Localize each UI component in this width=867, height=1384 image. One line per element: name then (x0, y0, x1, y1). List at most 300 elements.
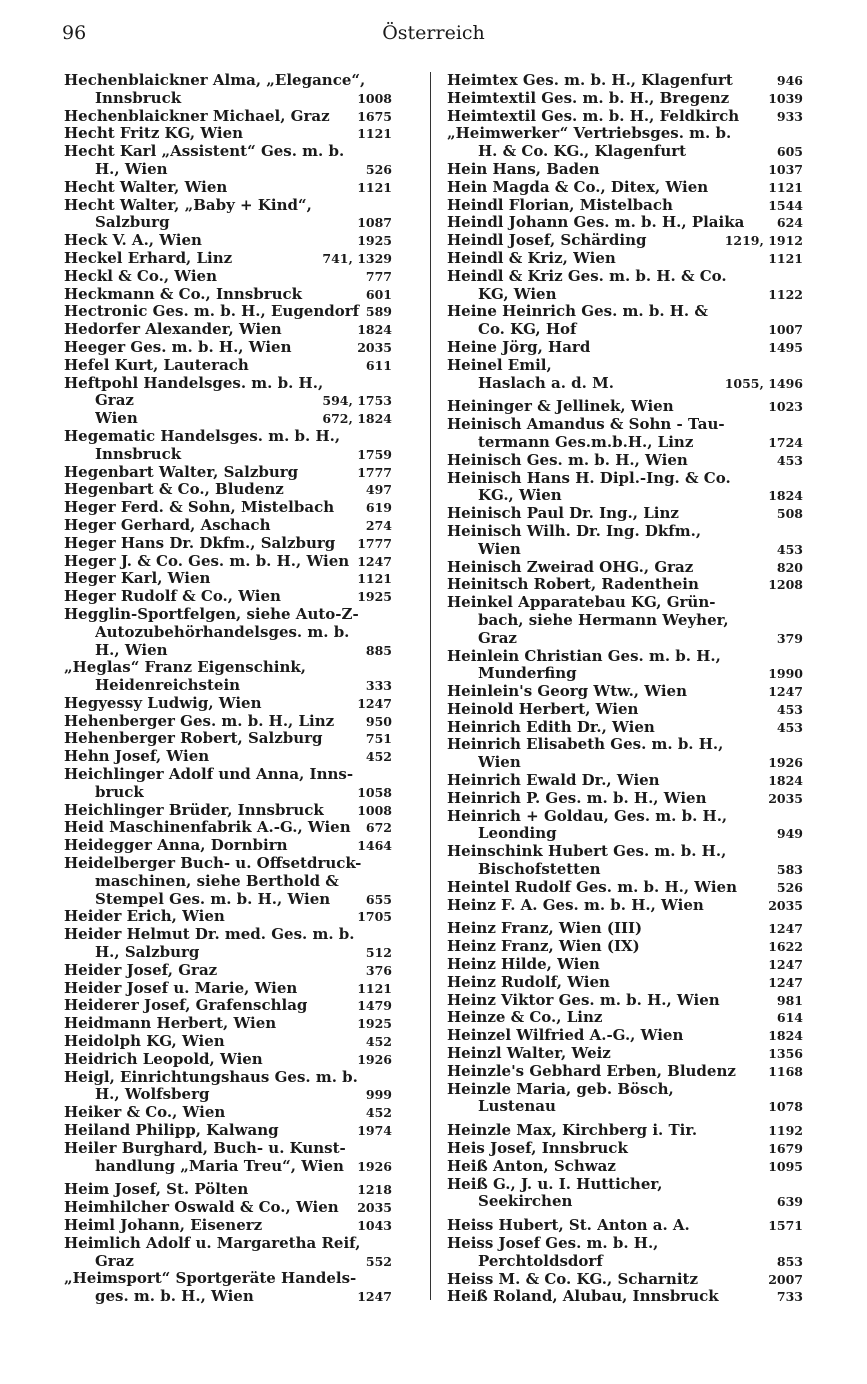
entry-text: Heinrich Elisabeth Ges. m. b. H., (447, 736, 724, 754)
directory-entry-line (447, 1027, 803, 1045)
entry-page-ref: 1495 (768, 339, 803, 355)
entry-page-ref: 376 (365, 962, 392, 978)
entry-text: Heinzle Max, Kirchberg i. Tir. (447, 1122, 698, 1140)
entry-text: Heinzel Wilfried A.-G., Wien (447, 1027, 684, 1045)
entry-page-ref: 733 (776, 1289, 803, 1305)
entry-text: H., Wolfsberg (95, 1086, 210, 1104)
directory-entry-line (64, 695, 392, 713)
entry-text: Munderfing (478, 665, 577, 683)
entry-page-ref: 1925 (357, 589, 392, 605)
entry-page-ref: 1679 (768, 1141, 803, 1157)
directory-entry-line (64, 908, 392, 926)
entry-text: KG., Wien (478, 487, 562, 505)
entry-text: Innsbruck (95, 445, 182, 463)
directory-entry-line (447, 72, 803, 90)
entry-text: Heine Heinrich Ges. m. b. H. & (447, 303, 708, 321)
entry-text: Heinz Franz, Wien (III) (447, 920, 643, 938)
entry-text: Heider Josef u. Marie, Wien (64, 979, 298, 997)
directory-entry-line (64, 428, 392, 446)
entry-text: Bischofstetten (478, 861, 601, 879)
entry-text: Heinzle's Gebhard Erben, Bludenz (447, 1062, 736, 1080)
directory-entry-line (64, 250, 392, 268)
entry-text: Heinrich + Goldau, Ges. m. b. H., (447, 807, 728, 825)
directory-entry-line (64, 481, 392, 499)
entry-text: Heinlein Christian Ges. m. b. H., (447, 647, 721, 665)
entry-text: Heintel Rudolf Ges. m. b. H., Wien (447, 878, 738, 896)
directory-entry-line (64, 268, 392, 286)
directory-entry-line (64, 784, 392, 802)
directory-entry-line (64, 535, 392, 553)
entry-page-ref: 1218 (357, 1182, 392, 1198)
entry-page-ref: 2035 (768, 897, 803, 913)
entry-page-ref: 1247 (768, 974, 803, 990)
entry-page-ref: 639 (776, 1194, 803, 1210)
entry-page-ref: 1705 (357, 909, 392, 925)
directory-entry-line (447, 1193, 803, 1211)
entry-text: Heiß Roland, Alubau, Innsbruck (447, 1288, 719, 1306)
entry-text: Heinisch Amandus & Sohn - Tau- (447, 416, 725, 434)
directory-entry-line (447, 1271, 803, 1289)
entry-text: Hecht Karl „Assistent“ Ges. m. b. (64, 143, 345, 161)
entry-page-ref: 1095 (768, 1158, 803, 1174)
entry-page-ref: 624 (776, 215, 803, 231)
entry-page-ref: 611 (365, 357, 392, 373)
directory-entry-line (447, 974, 803, 992)
entry-text: Heidegger Anna, Dornbirn (64, 837, 288, 855)
entry-text: Heidelberger Buch- u. Offsetdruck- (64, 855, 362, 873)
entry-page-ref: 1622 (768, 939, 803, 955)
entry-text: Heiss Josef Ges. m. b. H., (447, 1235, 659, 1252)
directory-entry-line (64, 677, 392, 695)
entry-text: Heimtextil Ges. m. b. H., Bregenz (447, 89, 730, 107)
entry-text: Hechenblaickner Alma, „Elegance“, (64, 72, 366, 89)
entry-text: Heindl Josef, Schärding (447, 232, 647, 250)
directory-entry-line (64, 410, 392, 428)
right-column (447, 72, 803, 1306)
directory-entry-line (64, 90, 392, 108)
entry-page-ref: 1356 (768, 1046, 803, 1062)
entry-page-ref: 999 (365, 1087, 392, 1103)
entry-page-ref: 274 (365, 517, 392, 533)
directory-entry-line (64, 980, 392, 998)
directory-entry-line (447, 879, 803, 897)
entry-page-ref: 1121 (357, 980, 392, 996)
entry-text: Heinisch Hans H. Dipl.-Ing. & Co. (447, 469, 731, 487)
entry-text: Heindl & Kriz, Wien (447, 249, 616, 267)
directory-entry-line (447, 897, 803, 915)
directory-entry-line (64, 606, 392, 624)
entry-text: Heger Karl, Wien (64, 570, 211, 588)
entry-text: Heiler Burghard, Buch- u. Kunst- (64, 1139, 346, 1157)
entry-text: Hecht Walter, „Baby + Kind“, (64, 196, 312, 214)
directory-entry-line (447, 179, 803, 197)
entry-text: Heiderer Josef, Grafenschlag (64, 997, 308, 1015)
directory-entry-line (447, 268, 803, 286)
entry-text: Heindl & Kriz Ges. m. b. H. & Co. (447, 267, 727, 285)
entry-page-ref: 1008 (357, 90, 392, 106)
entry-page-ref: 1824 (768, 488, 803, 504)
directory-entry-line (447, 1217, 803, 1235)
entry-page-ref: 1023 (768, 399, 803, 415)
directory-entry-line (64, 499, 392, 517)
entry-page-ref: 452 (365, 749, 392, 765)
directory-entry-line (64, 286, 392, 304)
entry-text: Heindl Johann Ges. m. b. H., Plaika (447, 214, 745, 232)
directory-entry-line (447, 1081, 803, 1099)
directory-entry-line (447, 416, 803, 434)
directory-entry-line (447, 1176, 803, 1194)
entry-text: Heiml Johann, Eisenerz (64, 1217, 263, 1234)
directory-entry-line (447, 250, 803, 268)
directory-entry-line (447, 303, 803, 321)
entry-text: Graz (95, 392, 134, 410)
entry-text: Hegyessy Ludwig, Wien (64, 694, 262, 712)
directory-entry-line (64, 1104, 392, 1122)
entry-page-ref: 751 (365, 731, 392, 747)
entry-page-ref: 1247 (357, 1289, 392, 1305)
directory-entry-line (447, 956, 803, 974)
entry-text: Hecht Walter, Wien (64, 178, 228, 196)
entry-text: Hefel Kurt, Lauterach (64, 356, 249, 374)
directory-entry-line (64, 1015, 392, 1033)
entry-text: Heinold Herbert, Wien (447, 700, 639, 718)
entry-text: Heger Gerhard, Aschach (64, 516, 271, 534)
entry-page-ref: 452 (365, 1105, 392, 1121)
entry-page-ref: 1759 (357, 446, 392, 462)
entry-text: „Heimwerker“ Vertriebsges. m. b. (447, 125, 732, 143)
entry-page-ref: 1121 (357, 179, 392, 195)
directory-entry-line (447, 357, 803, 375)
directory-entry-line (64, 962, 392, 980)
directory-entry-line (64, 766, 392, 784)
directory-entry-line (447, 375, 803, 393)
directory-entry-line (447, 1098, 803, 1116)
directory-entry-line (447, 938, 803, 956)
directory-entry-line (447, 505, 803, 523)
entry-page-ref: 1007 (768, 322, 803, 338)
entry-text: Heger Ferd. & Sohn, Mistelbach (64, 499, 335, 517)
directory-entry-line (447, 286, 803, 304)
directory-entry-line (64, 1235, 392, 1253)
directory-entry-line (64, 1069, 392, 1087)
directory-entry-line (64, 339, 392, 357)
directory-entry-line (64, 873, 392, 891)
entry-page-ref: 1675 (357, 108, 392, 124)
entry-page-ref: 379 (776, 630, 803, 646)
entry-text: Heinisch Wilh. Dr. Ing. Dkfm., (447, 522, 702, 540)
entry-page-ref: 453 (776, 719, 803, 735)
entry-page-ref: 946 (776, 73, 803, 88)
directory-entry-line (64, 161, 392, 179)
directory-entry-line (64, 446, 392, 464)
directory-entry-line (447, 232, 803, 250)
entry-page-ref: 1724 (768, 434, 803, 450)
entry-page-ref: 672, 1824 (322, 411, 392, 427)
directory-entry-line (64, 891, 392, 909)
directory-entry-line (447, 161, 803, 179)
entry-text: Heinz F. A. Ges. m. b. H., Wien (447, 896, 704, 914)
directory-entry-line (64, 1199, 392, 1217)
column-divider (430, 72, 431, 1300)
entry-page-ref: 1208 (768, 577, 803, 593)
directory-entry-line (64, 588, 392, 606)
entry-text: Hehn Josef, Wien (64, 748, 210, 766)
entry-text: Hedorfer Alexander, Wien (64, 321, 282, 339)
entry-text: handlung „Maria Treu“, Wien (95, 1157, 344, 1175)
directory-entry-line (447, 108, 803, 126)
entry-text: Seekirchen (478, 1193, 573, 1211)
entry-page-ref: 526 (365, 161, 392, 177)
entry-text: Heis Josef, Innsbruck (447, 1140, 628, 1158)
entry-text: Hegglin-Sportfelgen, siehe Auto-Z- (64, 605, 359, 623)
entry-text: Heckmann & Co., Innsbruck (64, 285, 303, 303)
directory-entry-line (447, 790, 803, 808)
entry-page-ref: 1925 (357, 233, 392, 249)
directory-entry-line (64, 1140, 392, 1158)
directory-entry-line (447, 559, 803, 577)
directory-entry-line (447, 665, 803, 683)
entry-text: Heim Josef, St. Pölten (64, 1181, 249, 1199)
entry-text: Heger J. & Co. Ges. m. b. H., Wien (64, 552, 350, 570)
entry-page-ref: 2007 (768, 1271, 803, 1287)
entry-text: Hechenblaickner Michael, Graz (64, 107, 330, 125)
entry-page-ref: 1121 (357, 571, 392, 587)
directory-entry-line (447, 992, 803, 1010)
entry-page-ref: 605 (776, 144, 803, 160)
entry-text: Heinz Viktor Ges. m. b. H., Wien (447, 991, 720, 1009)
entry-text: termann Ges.m.b.H., Linz (478, 433, 694, 451)
directory-entry-line (64, 713, 392, 731)
entry-text: Heininger & Jellinek, Wien (447, 398, 674, 416)
entry-text: Hectronic Ges. m. b. H., Eugendorf (64, 303, 360, 321)
directory-entry-line (64, 1033, 392, 1051)
directory-entry-line (64, 303, 392, 321)
directory-entry-line (447, 398, 803, 416)
directory-entry-line (447, 861, 803, 879)
directory-entry-line (447, 1140, 803, 1158)
entry-page-ref: 453 (776, 701, 803, 717)
directory-entry-line (64, 143, 392, 161)
directory-entry-line (447, 1253, 803, 1271)
directory-entry-line (64, 232, 392, 250)
entry-page-ref: 1247 (768, 957, 803, 973)
directory-entry-line (447, 1122, 803, 1140)
entry-text: Heider Erich, Wien (64, 908, 225, 926)
entry-page-ref: 452 (365, 1034, 392, 1050)
entry-text: Heidolph KG, Wien (64, 1033, 225, 1051)
entry-text: Heider Helmut Dr. med. Ges. m. b. (64, 926, 355, 944)
directory-entry-line (64, 802, 392, 820)
directory-entry-line (64, 748, 392, 766)
directory-entry-line (64, 108, 392, 126)
entry-text: Heinlein's Georg Wtw., Wien (447, 683, 687, 701)
entry-page-ref: 820 (776, 559, 803, 575)
entry-text: H., Salzburg (95, 944, 200, 962)
directory-entry-line (64, 1086, 392, 1104)
directory-entry-line (64, 570, 392, 588)
directory-entry-line (447, 576, 803, 594)
directory-entry-line (64, 1253, 392, 1271)
entry-text: Heimtextil Ges. m. b. H., Feldkirch (447, 107, 740, 125)
directory-entry-line (447, 197, 803, 215)
entry-page-ref: 933 (776, 108, 803, 124)
directory-entry-line (447, 470, 803, 488)
directory-entry-line (447, 523, 803, 541)
entry-text: Heinze & Co., Linz (447, 1009, 603, 1027)
entry-text: Heinz Franz, Wien (IX) (447, 938, 640, 956)
entry-page-ref: 1247 (768, 921, 803, 937)
entry-text: Haslach a. d. M. (478, 374, 614, 392)
entry-text: Heiland Philipp, Kalwang (64, 1122, 279, 1140)
directory-entry-line (64, 464, 392, 482)
directory-entry-line (447, 736, 803, 754)
entry-page-ref: 589 (365, 304, 392, 320)
entry-page-ref: 1121 (768, 250, 803, 266)
entry-text: Hein Magda & Co., Ditex, Wien (447, 178, 709, 196)
entry-page-ref: 1078 (768, 1099, 803, 1115)
directory-entry-line (64, 624, 392, 642)
directory-entry-line (64, 997, 392, 1015)
entry-text: Hegematic Handelsges. m. b. H., (64, 427, 341, 445)
entry-text: Heidrich Leopold, Wien (64, 1050, 263, 1068)
directory-entry-line (64, 553, 392, 571)
entry-text: ges. m. b. H., Wien (95, 1288, 254, 1306)
entry-page-ref: 1168 (768, 1063, 803, 1079)
entry-page-ref: 1926 (768, 755, 803, 771)
directory-entry-line (64, 179, 392, 197)
entry-text: Heftpohl Handelsges. m. b. H., (64, 374, 324, 392)
directory-entry-line (447, 825, 803, 843)
entry-text: KG, Wien (478, 285, 557, 303)
entry-page-ref: 1219, 1912 (724, 233, 803, 249)
entry-text: H. & Co. KG., Klagenfurt (478, 143, 687, 161)
entry-text: Heiker & Co., Wien (64, 1104, 226, 1122)
entry-text: Hegenbart & Co., Bludenz (64, 481, 284, 499)
entry-page-ref: 614 (776, 1010, 803, 1026)
entry-text: Heichlinger Adolf und Anna, Inns- (64, 766, 354, 784)
entry-page-ref: 1039 (768, 90, 803, 106)
directory-entry-line (447, 701, 803, 719)
entry-page-ref: 741, 1329 (322, 250, 392, 266)
page-title: Österreich (382, 22, 485, 44)
entry-page-ref: 619 (365, 500, 392, 516)
entry-page-ref: 526 (776, 879, 803, 895)
directory-entry-line (447, 772, 803, 790)
entry-text: bach, siehe Hermann Weyher, (478, 611, 729, 629)
directory-entry-line (64, 1217, 392, 1235)
entry-page-ref: 1192 (768, 1123, 803, 1139)
entry-text: Hecht Fritz KG, Wien (64, 125, 244, 143)
directory-entry-line (447, 648, 803, 666)
entry-text: Autozubehörhandelsges. m. b. (95, 623, 350, 641)
entry-text: Heckl & Co., Wien (64, 267, 218, 285)
entry-page-ref: 655 (365, 891, 392, 907)
directory-entry-line (447, 1235, 803, 1253)
directory-entry-line (447, 1063, 803, 1081)
directory-entry-line (64, 357, 392, 375)
entry-text: Innsbruck (95, 89, 182, 107)
entry-page-ref: 1777 (357, 464, 392, 480)
entry-text: Heinrich Ewald Dr., Wien (447, 772, 660, 790)
entry-text: Heine Jörg, Hard (447, 338, 591, 356)
entry-text: Heckel Erhard, Linz (64, 249, 233, 267)
entry-page-ref: 981 (776, 992, 803, 1008)
directory-entry-line (447, 339, 803, 357)
directory-entry-line (447, 487, 803, 505)
directory-entry-line (447, 630, 803, 648)
entry-text: Heiss Hubert, St. Anton a. A. (447, 1217, 690, 1235)
entry-page-ref: 333 (365, 678, 392, 694)
entry-text: Heck V. A., Wien (64, 232, 202, 250)
entry-page-ref: 497 (365, 482, 392, 498)
entry-page-ref: 2035 (357, 1200, 392, 1216)
directory-entry-line (447, 1158, 803, 1176)
directory-entry-line (447, 1288, 803, 1306)
directory-entry-line (64, 517, 392, 535)
entry-text: Heider Josef, Graz (64, 961, 218, 979)
directory-entry-line (64, 214, 392, 232)
entry-page-ref: 1824 (768, 1028, 803, 1044)
directory-entry-line (447, 754, 803, 772)
entry-page-ref: 1925 (357, 1016, 392, 1032)
entry-text: „Heglas“ Franz Eigenschink, (64, 659, 306, 677)
entry-text: Heinz Hilde, Wien (447, 956, 600, 974)
directory-entry-line (447, 452, 803, 470)
entry-page-ref: 601 (365, 286, 392, 302)
entry-text: Perchtoldsdorf (478, 1252, 603, 1270)
entry-page-ref: 1058 (357, 784, 392, 800)
directory-entry-line (447, 683, 803, 701)
entry-text: Heid Maschinenfabrik A.-G., Wien (64, 819, 351, 837)
entry-page-ref: 1055, 1496 (724, 375, 803, 391)
entry-page-ref: 1544 (768, 197, 803, 213)
entry-page-ref: 1121 (768, 179, 803, 195)
entry-text: Leonding (478, 825, 557, 843)
directory-entry-line (64, 642, 392, 660)
entry-text: Heigl, Einrichtungshaus Ges. m. b. (64, 1068, 358, 1086)
entry-page-ref: 1122 (768, 286, 803, 302)
entry-page-ref: 552 (365, 1253, 392, 1269)
entry-page-ref: 1824 (768, 773, 803, 789)
directory-entry-line (64, 125, 392, 143)
entry-text: Heiss M. & Co. KG., Scharnitz (447, 1270, 698, 1288)
directory-entry-line (447, 90, 803, 108)
entry-text: Heinitsch Robert, Radenthein (447, 576, 699, 594)
directory-entry-line (447, 808, 803, 826)
directory-entry-line (64, 1051, 392, 1069)
directory-entry-line (64, 72, 392, 90)
entry-text: Heeger Ges. m. b. H., Wien (64, 338, 292, 356)
entry-page-ref: 453 (776, 541, 803, 557)
entry-text: Heimhilcher Oswald & Co., Wien (64, 1199, 339, 1217)
entry-text: Heidmann Herbert, Wien (64, 1015, 277, 1033)
directory-entry-line (447, 1009, 803, 1027)
entry-text: Heinrich P. Ges. m. b. H., Wien (447, 789, 707, 807)
directory-entry-line (447, 843, 803, 861)
entry-text: maschinen, siehe Berthold & (95, 872, 339, 890)
entry-text: Heichlinger Brüder, Innsbruck (64, 801, 324, 819)
entry-text: Heinz Rudolf, Wien (447, 973, 610, 991)
entry-text: Heimlich Adolf u. Margaretha Reif, (64, 1234, 361, 1252)
directory-entry-line (447, 143, 803, 161)
entry-text: Graz (95, 1252, 134, 1270)
entry-page-ref: 1247 (357, 553, 392, 569)
directory-entry-line (64, 1122, 392, 1140)
directory-entry-line (447, 434, 803, 452)
directory-entry-line (64, 855, 392, 873)
directory-entry-line (64, 730, 392, 748)
entry-text: Heinisch Zweirad OHG., Graz (447, 558, 694, 576)
